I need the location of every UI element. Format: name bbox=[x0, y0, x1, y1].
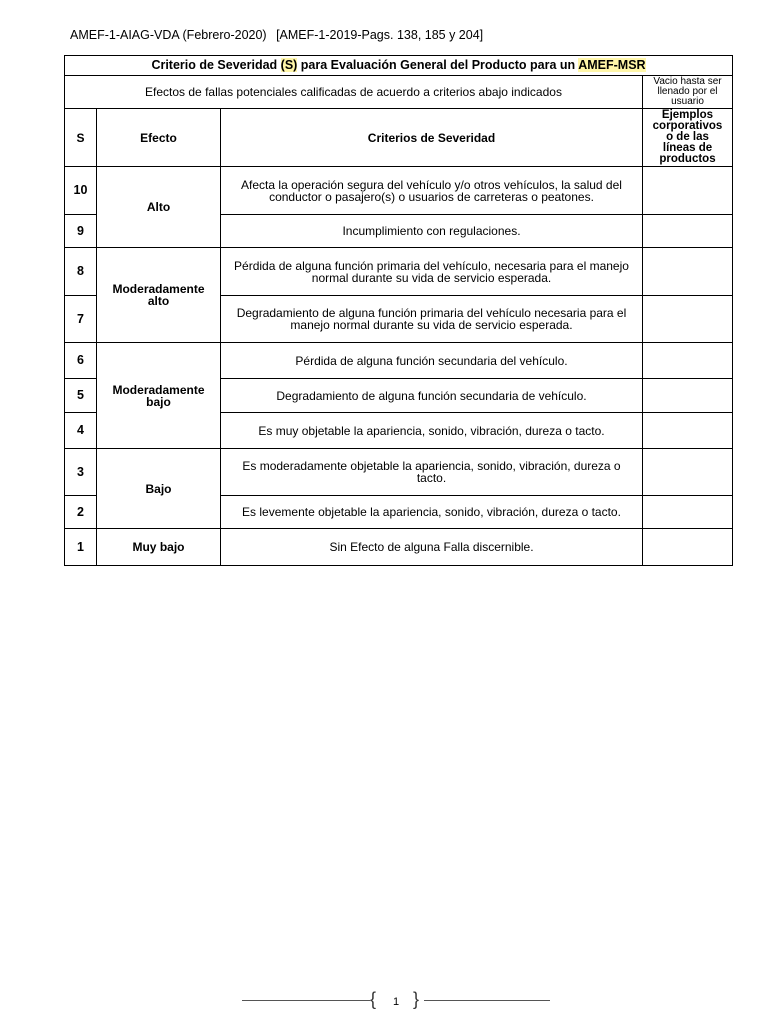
criteria-text: Degradamiento de alguna función primaria del vehículo necesaria para el manejo normal durante su vida de servicio esperada. bbox=[221, 296, 643, 343]
criteria-text: Pérdida de alguna función secundaria del vehículo. bbox=[221, 343, 643, 379]
page-footer bbox=[0, 989, 768, 1014]
page-number: 1 bbox=[393, 996, 400, 1008]
criteria-text: Incumplimiento con regulaciones. bbox=[221, 215, 643, 248]
title-text: Criterio de Severidad bbox=[151, 58, 281, 73]
table-row bbox=[65, 248, 733, 296]
examples-cell[interactable] bbox=[643, 215, 733, 248]
examples-cell[interactable] bbox=[643, 296, 733, 343]
examples-cell[interactable] bbox=[643, 449, 733, 496]
severity-value: 4 bbox=[65, 413, 97, 449]
column-header-ejemplos: Ejemplos corporativos o de las líneas de productos bbox=[643, 109, 733, 167]
severity-value: 10 bbox=[65, 167, 97, 215]
footer-rule-left bbox=[242, 1000, 370, 1001]
examples-cell[interactable] bbox=[643, 379, 733, 413]
severity-table bbox=[64, 55, 733, 566]
criteria-text: Degradamiento de alguna función secundaria de vehículo. bbox=[221, 379, 643, 413]
examples-cell[interactable] bbox=[643, 167, 733, 215]
column-header-s: S bbox=[65, 109, 97, 167]
severity-value: 3 bbox=[65, 449, 97, 496]
header-standard: AMEF-1-AIAG-VDA (Febrero-2020) bbox=[70, 28, 267, 42]
severity-value: 7 bbox=[65, 296, 97, 343]
table-subtitle: Efectos de fallas potenciales calificadas de acuerdo a criterios abajo indicados bbox=[65, 76, 643, 109]
examples-cell[interactable] bbox=[643, 529, 733, 566]
table-row bbox=[65, 449, 733, 496]
effect-moderadamente-bajo: Moderadamente bajo bbox=[97, 343, 221, 449]
severity-value: 8 bbox=[65, 248, 97, 296]
criteria-text: Es levemente objetable la apariencia, sonido, vibración, dureza o tacto. bbox=[221, 496, 643, 529]
effect-muy-bajo: Muy bajo bbox=[97, 529, 221, 566]
criteria-text: Es muy objetable la apariencia, sonido, vibración, dureza o tacto. bbox=[221, 413, 643, 449]
criteria-text: Afecta la operación segura del vehículo y/o otros vehículos, la salud del conductor o pasajero(s) o usuarios de carreteras o peatones. bbox=[221, 167, 643, 215]
examples-cell[interactable] bbox=[643, 248, 733, 296]
column-header-row bbox=[65, 109, 733, 167]
subtitle-row bbox=[65, 76, 733, 109]
user-fill-note: Vacio hasta ser llenado por el usuario bbox=[643, 76, 733, 109]
table-row bbox=[65, 167, 733, 215]
criteria-text: Pérdida de alguna función primaria del vehículo, necesaria para el manejo normal durante su vida de servicio esperada. bbox=[221, 248, 643, 296]
criteria-text: Es moderadamente objetable la apariencia, sonido, vibración, dureza o tacto. bbox=[221, 449, 643, 496]
document-header bbox=[70, 28, 483, 42]
footer-bracket-left: { bbox=[370, 989, 377, 1009]
examples-cell[interactable] bbox=[643, 413, 733, 449]
footer-rule-right bbox=[424, 1000, 550, 1001]
table-title bbox=[65, 56, 733, 76]
effect-moderadamente-alto: Moderadamente alto bbox=[97, 248, 221, 343]
severity-value: 1 bbox=[65, 529, 97, 566]
column-header-criterios: Criterios de Severidad bbox=[221, 109, 643, 167]
effect-alto: Alto bbox=[97, 167, 221, 248]
examples-cell[interactable] bbox=[643, 343, 733, 379]
header-reference: [AMEF-1-2019-Pags. 138, 185 y 204] bbox=[276, 28, 484, 42]
table-row bbox=[65, 343, 733, 379]
examples-cell[interactable] bbox=[643, 496, 733, 529]
title-row bbox=[65, 56, 733, 76]
column-header-efecto: Efecto bbox=[97, 109, 221, 167]
severity-value: 9 bbox=[65, 215, 97, 248]
criteria-text: Sin Efecto de alguna Falla discernible. bbox=[221, 529, 643, 566]
footer-bracket-right: } bbox=[413, 989, 420, 1009]
effect-bajo: Bajo bbox=[97, 449, 221, 529]
title-s-highlight: (S) bbox=[280, 58, 298, 73]
title-text-mid: para Evaluación General del Producto para un bbox=[297, 58, 579, 73]
table-row bbox=[65, 529, 733, 566]
severity-value: 2 bbox=[65, 496, 97, 529]
title-amef-highlight: AMEF-MSR bbox=[578, 58, 646, 73]
severity-value: 6 bbox=[65, 343, 97, 379]
severity-value: 5 bbox=[65, 379, 97, 413]
